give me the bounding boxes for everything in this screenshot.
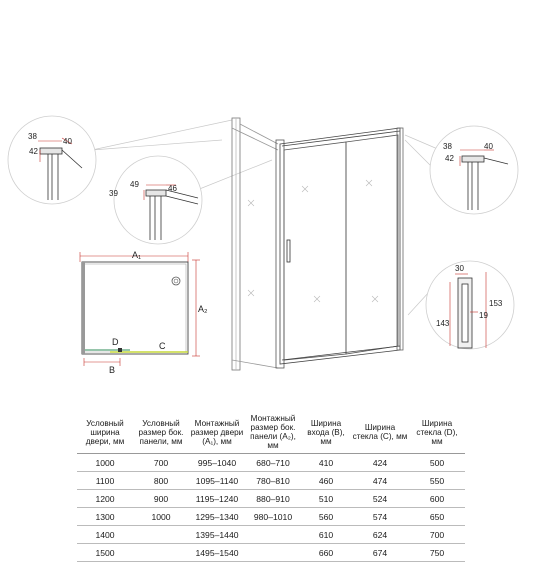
table-cell: 650 [409, 508, 465, 526]
table-cell: 1200 [77, 490, 133, 508]
table-cell: 674 [351, 544, 409, 562]
table-cell: 800 [133, 472, 189, 490]
table-cell: 680–710 [245, 454, 301, 472]
table-row [77, 526, 465, 544]
table-cell: 1400 [77, 526, 133, 544]
table-cell: 980–1010 [245, 508, 301, 526]
table-cell [245, 526, 301, 544]
profile-detail-top-left [8, 116, 96, 204]
table-cell: 1395–1440 [189, 526, 245, 544]
table-cell: 574 [351, 508, 409, 526]
plan-view [80, 250, 208, 375]
table-cell: 995–1040 [189, 454, 245, 472]
plan-label-c: C [159, 341, 166, 351]
plan-label-d: D [112, 337, 119, 347]
table-cell: 424 [351, 454, 409, 472]
col-header-glass-d-width: Ширина стекла (D), мм [409, 412, 465, 454]
table-row [77, 454, 465, 472]
table-cell: 1000 [77, 454, 133, 472]
table-cell: 700 [409, 526, 465, 544]
dim-42-label: 42 [29, 147, 38, 156]
table-cell: 1095–1140 [189, 472, 245, 490]
table-cell: 900 [133, 490, 189, 508]
table-cell: 1495–1540 [189, 544, 245, 562]
col-header-glass-c-width: Ширина стекла (C), мм [351, 412, 409, 454]
table-cell: 600 [409, 490, 465, 508]
table-cell: 524 [351, 490, 409, 508]
table-cell: 550 [409, 472, 465, 490]
table-cell: 660 [301, 544, 351, 562]
dim-143-label: 143 [436, 319, 450, 328]
dim-30-label: 30 [455, 264, 464, 273]
table-header-row [77, 412, 465, 454]
dim-49-label: 49 [130, 180, 139, 189]
table-row [77, 472, 465, 490]
dim-46-label: 46 [168, 184, 177, 193]
table-row [77, 490, 465, 508]
dim-38-label: 38 [28, 132, 37, 141]
dim-38-label-right: 38 [443, 142, 452, 151]
table-cell: 880–910 [245, 490, 301, 508]
table-cell: 460 [301, 472, 351, 490]
table-row [77, 544, 465, 562]
table-cell: 410 [301, 454, 351, 472]
plan-label-a1: A₁ [132, 250, 142, 260]
glass-sparkles [248, 180, 378, 302]
table-cell: 510 [301, 490, 351, 508]
plan-label-a2: A₂ [198, 304, 208, 314]
table-cell [245, 544, 301, 562]
table-cell: 1195–1240 [189, 490, 245, 508]
table-cell: 624 [351, 526, 409, 544]
table-cell: 500 [409, 454, 465, 472]
table-cell [133, 544, 189, 562]
col-header-door-size: Условный ширина двери, мм [77, 412, 133, 454]
table-cell: 474 [351, 472, 409, 490]
table-cell: 1300 [77, 508, 133, 526]
profile-detail-top-right [430, 126, 518, 214]
table-cell: 560 [301, 508, 351, 526]
dim-42-label-right: 42 [445, 154, 454, 163]
dim-40-label: 40 [63, 137, 72, 146]
handle-detail [426, 261, 514, 349]
table-cell: 1100 [77, 472, 133, 490]
table-cell: 750 [409, 544, 465, 562]
table-cell [133, 526, 189, 544]
table-cell: 1295–1340 [189, 508, 245, 526]
dim-19-label: 19 [479, 311, 488, 320]
plan-label-b: B [109, 365, 116, 375]
table-cell: 610 [301, 526, 351, 544]
enclosure-perspective [232, 118, 403, 370]
table-cell: 1000 [133, 508, 189, 526]
col-header-panel-size: Условный размер бок. панели, мм [133, 412, 189, 454]
table-cell: 1500 [77, 544, 133, 562]
profile-detail-mid-left [109, 156, 202, 244]
table-cell: 780–810 [245, 472, 301, 490]
col-header-panel-mount: Монтажный размер бок. панели (A₂), мм [245, 412, 301, 454]
col-header-door-mount: Монтажный размер двери (A₁), мм [189, 412, 245, 454]
dim-39-label: 39 [109, 189, 118, 198]
col-header-entrance-width: Ширина входа (B), мм [301, 412, 351, 454]
dim-40-label-right: 40 [484, 142, 493, 151]
table-cell: 700 [133, 454, 189, 472]
table-row [77, 508, 465, 526]
dim-153-label: 153 [489, 299, 503, 308]
